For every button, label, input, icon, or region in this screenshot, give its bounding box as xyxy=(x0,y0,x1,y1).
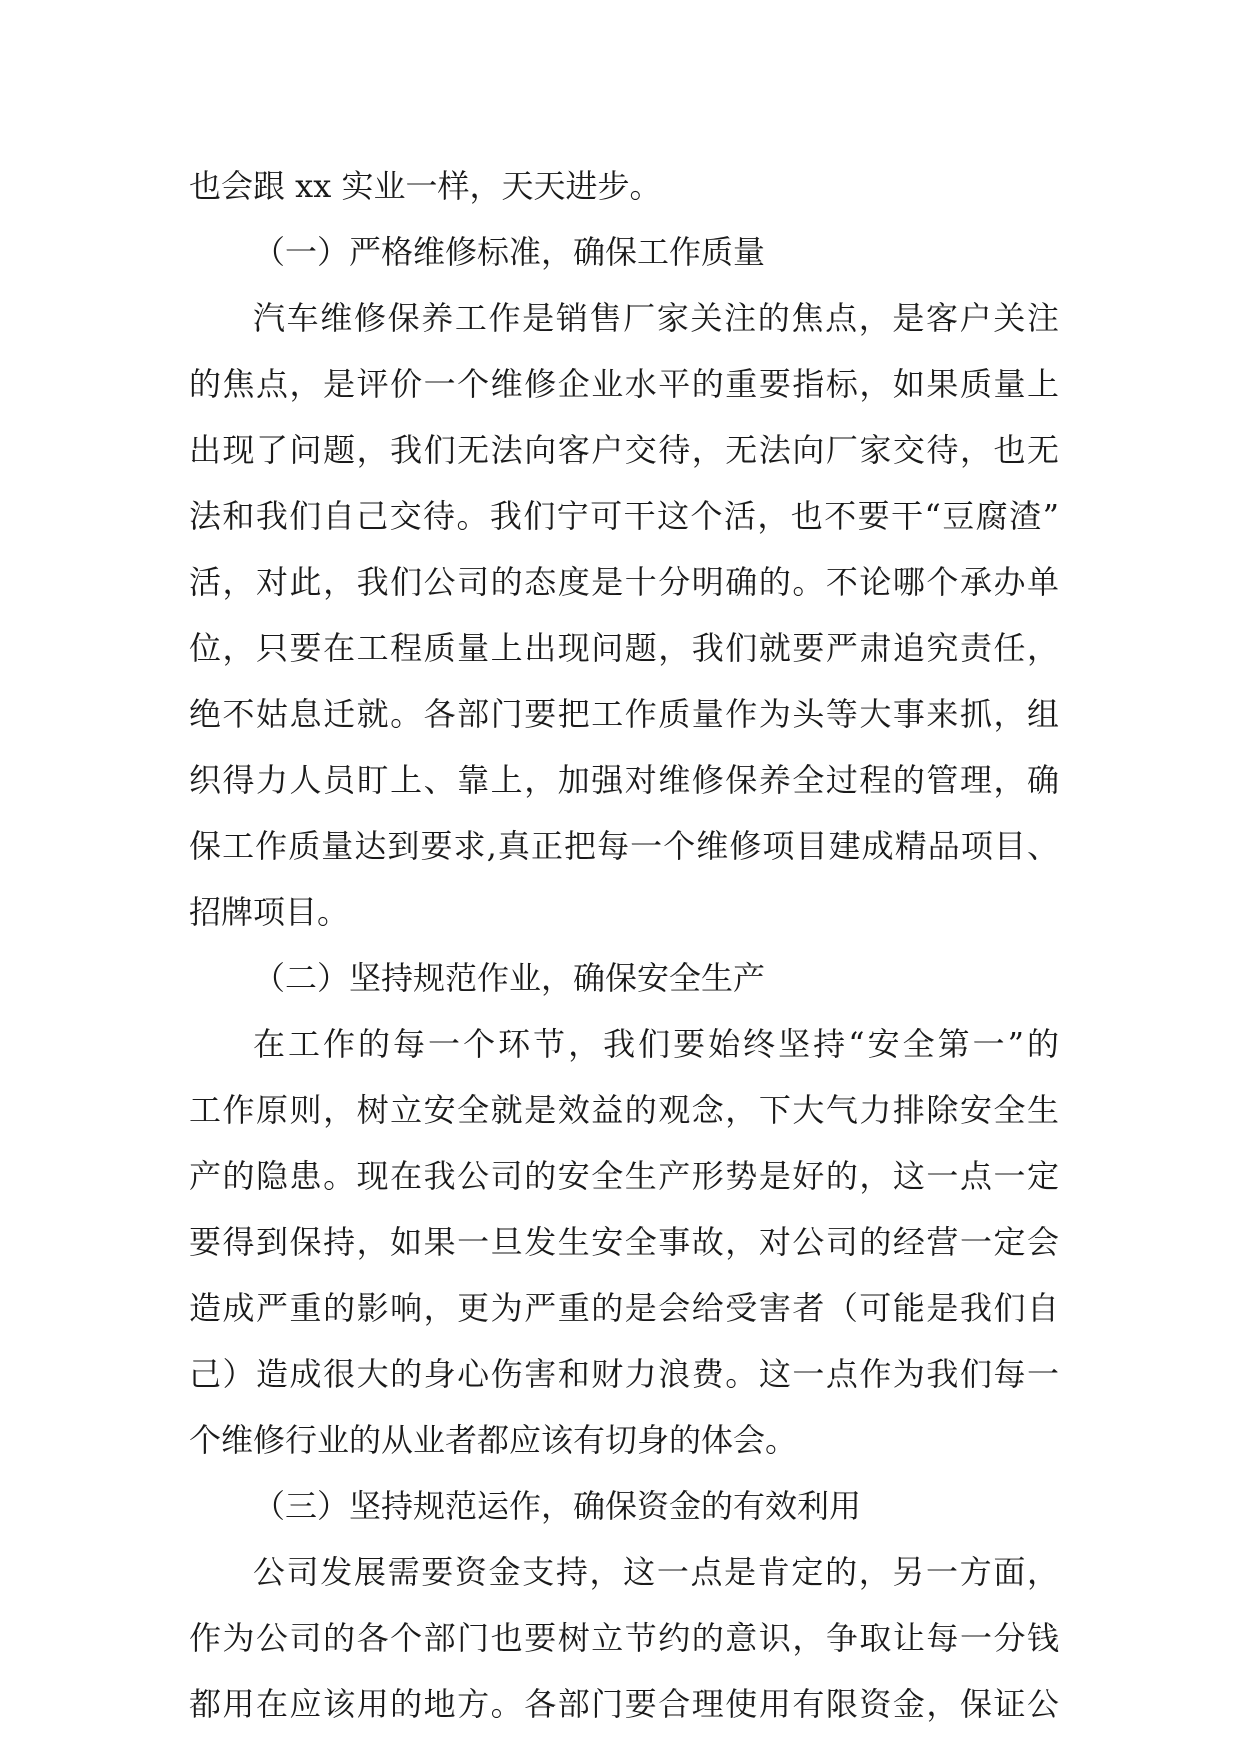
body-line: 都用在应该用的地方。各部门要合理使用有限资金，保证公 xyxy=(189,1685,1059,1723)
body-line: 要得到保持，如果一旦发生安全事故，对公司的经营一定会 xyxy=(189,1223,1059,1261)
body-line: 活，对此，我们公司的态度是十分明确的。不论哪个承办单 xyxy=(189,563,1059,601)
body-line: 法和我们自己交待。我们宁可干这个活，也不要干“豆腐渣” xyxy=(189,497,1059,535)
body-line: 的焦点，是评价一个维修企业水平的重要指标，如果质量上 xyxy=(189,365,1059,403)
body-line: 位，只要在工程质量上出现问题，我们就要严肃追究责任， xyxy=(189,629,1059,667)
section-heading: （一）严格维修标准，确保工作质量 xyxy=(253,233,766,271)
body-line: 产的隐患。现在我公司的安全生产形势是好的，这一点一定 xyxy=(189,1157,1059,1195)
body-line: 工作原则，树立安全就是效益的观念，下大气力排除安全生 xyxy=(189,1091,1059,1129)
body-line: 招牌项目。 xyxy=(189,893,350,931)
body-line: 公司发展需要资金支持，这一点是肯定的，另一方面， xyxy=(253,1553,1059,1591)
body-line: 保工作质量达到要求,真正把每一个维修项目建成精品项目、 xyxy=(189,827,1059,865)
section-heading: （三）坚持规范运作，确保资金的有效利用 xyxy=(253,1487,862,1525)
body-line: 个维修行业的从业者都应该有切身的体会。 xyxy=(189,1421,798,1459)
body-line: 作为公司的各个部门也要树立节约的意识，争取让每一分钱 xyxy=(189,1619,1059,1657)
body-line: 造成严重的影响，更为严重的是会给受害者（可能是我们自 xyxy=(189,1289,1059,1327)
body-line: 汽车维修保养工作是销售厂家关注的焦点，是客户关注 xyxy=(253,299,1059,337)
body-line: 织得力人员盯上、靠上，加强对维修保养全过程的管理，确 xyxy=(189,761,1059,799)
body-line: 出现了问题，我们无法向客户交待，无法向厂家交待，也无 xyxy=(189,431,1059,469)
body-line: 绝不姑息迁就。各部门要把工作质量作为头等大事来抓，组 xyxy=(189,695,1059,733)
body-line: 在工作的每一个环节，我们要始终坚持“安全第一”的 xyxy=(253,1025,1059,1063)
body-line: 也会跟 xx 实业一样，天天进步。 xyxy=(189,167,662,205)
body-line: 己）造成很大的身心伤害和财力浪费。这一点作为我们每一 xyxy=(189,1355,1059,1393)
section-heading: （二）坚持规范作业，确保安全生产 xyxy=(253,959,766,997)
